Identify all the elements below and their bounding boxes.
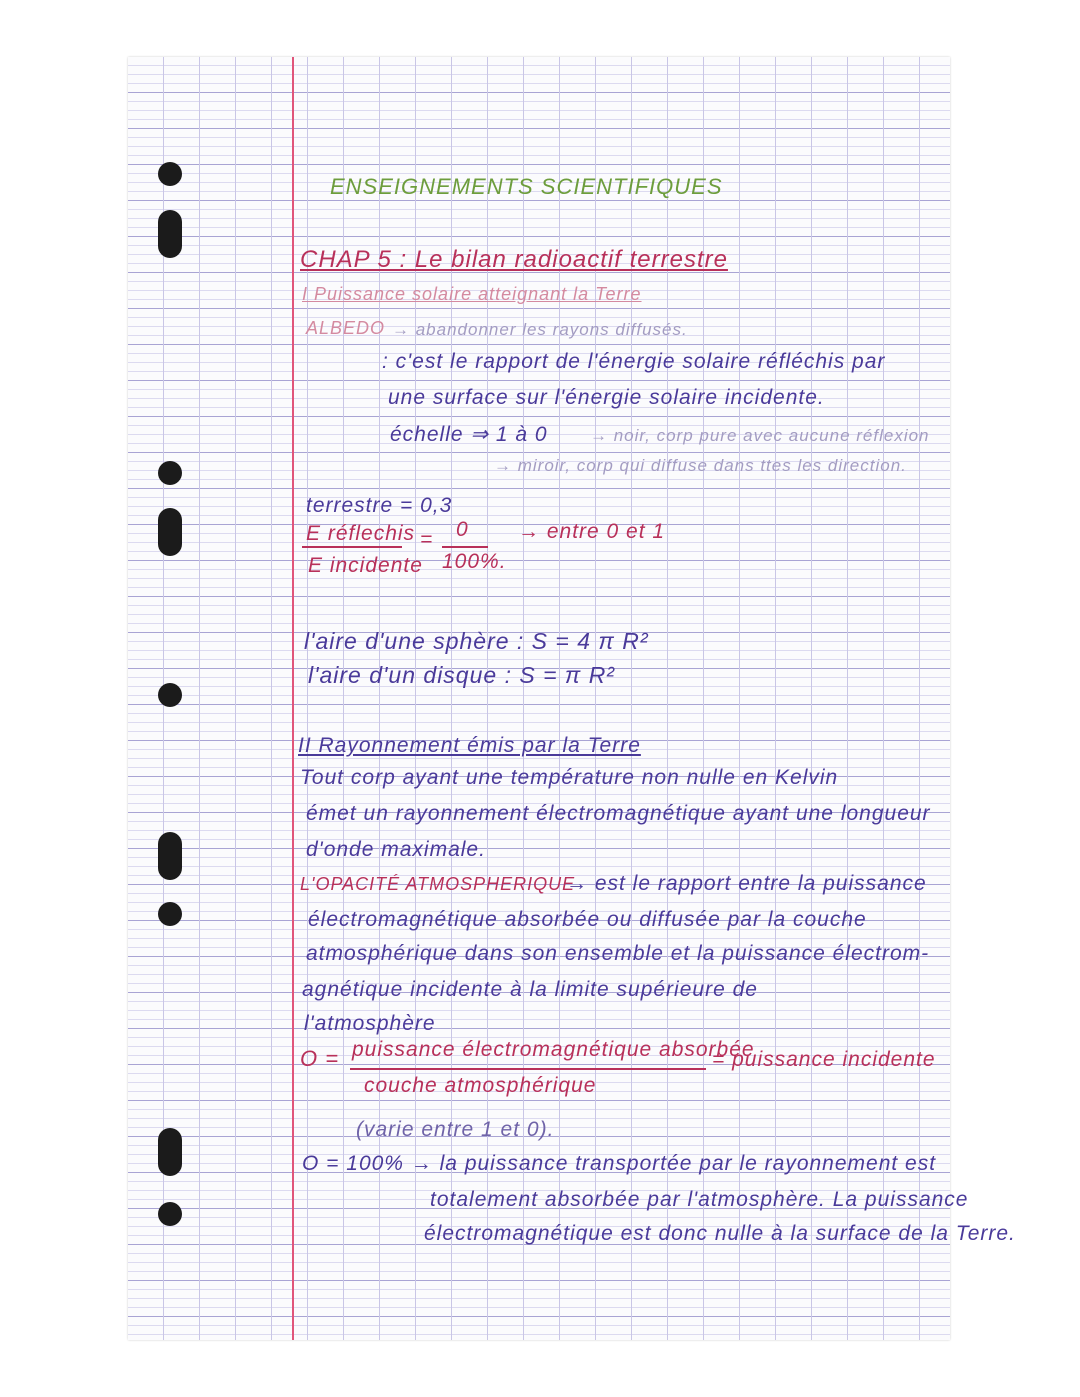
binder-hole	[158, 461, 182, 485]
body-text: Tout corp ayant une température non nulle en Kelvin	[300, 766, 839, 789]
opacity-definition: électromagnétique absorbée ou diffusée par la couche	[308, 908, 867, 931]
albedo-definition: une surface sur l'énergie solaire incidente.	[388, 386, 825, 409]
binder-hole	[158, 902, 182, 926]
binder-hole	[158, 1128, 182, 1176]
binder-hole	[158, 1202, 182, 1226]
fraction-bar	[442, 546, 488, 548]
binder-hole	[158, 832, 182, 880]
opacity-definition: agnétique incidente à la limite supérieure de	[302, 978, 758, 1001]
scale-note: → noir, corp pure avec aucune réflexion	[590, 426, 930, 445]
equals: =	[420, 528, 434, 551]
terrestre-albedo: terrestre = 0,3	[306, 494, 453, 517]
binder-hole	[158, 162, 182, 186]
albedo-note: → abandonner les rayons diffusés.	[392, 320, 688, 339]
body-text: d'onde maximale.	[306, 838, 486, 861]
albedo-definition: : c'est le rapport de l'énergie solaire réfléchis par	[382, 350, 886, 373]
varies-note: (varie entre 1 et 0).	[356, 1118, 555, 1141]
conclusion: O = 100% → la puissance transportée par le rayonnement est	[302, 1152, 937, 1175]
albedo-scale: échelle ⇒ 1 à 0	[390, 423, 548, 446]
binder-hole	[158, 508, 182, 556]
sphere-area: l'aire d'une sphère : S = 4 π R²	[304, 628, 649, 654]
albedo-range: → entre 0 et 1	[518, 520, 666, 543]
formula-bar	[350, 1068, 706, 1070]
conclusion: totalement absorbée par l'atmosphère. La puissance	[430, 1188, 969, 1211]
chapter-title: CHAP 5 : Le bilan radioactif terrestre	[300, 246, 728, 273]
opacity-label: L'OPACITÉ ATMOSPHERIQUE	[300, 874, 576, 894]
formula-rhs: = puissance incidente	[712, 1048, 936, 1071]
fraction-denominator: E incidente	[308, 554, 423, 577]
body-text: émet un rayonnement électromagnétique ayant une longueur	[306, 802, 931, 825]
disk-area: l'aire d'un disque : S = π R²	[308, 662, 615, 688]
binder-hole	[158, 210, 182, 258]
scale-note: → miroir, corp qui diffuse dans ttes les direction.	[494, 456, 907, 475]
fraction-numerator: E réflechis	[306, 522, 416, 545]
formula-lhs: O =	[300, 1046, 340, 1071]
binder-hole	[158, 683, 182, 707]
page-title: ENSEIGNEMENTS SCIENTIFIQUES	[330, 174, 723, 199]
opacity-definition: l'atmosphère	[304, 1012, 436, 1035]
fraction-bar	[302, 546, 402, 548]
section-1-heading: I Puissance solaire atteignant la Terre	[302, 284, 642, 304]
opacity-definition: → est le rapport entre la puissance	[566, 872, 927, 895]
formula-numerator: puissance électromagnétique absorbée	[352, 1038, 755, 1061]
fraction-result-den: 100%.	[442, 550, 507, 573]
formula-denominator: couche atmosphérique	[364, 1074, 597, 1097]
conclusion: électromagnétique est donc nulle à la surface de la Terre.	[424, 1222, 1016, 1245]
opacity-definition: atmosphérique dans son ensemble et la puissance électrom-	[306, 942, 930, 965]
section-2-heading: II Rayonnement émis par la Terre	[298, 734, 641, 757]
fraction-result-num: 0	[456, 518, 469, 541]
albedo-label: ALBEDO	[306, 318, 386, 338]
